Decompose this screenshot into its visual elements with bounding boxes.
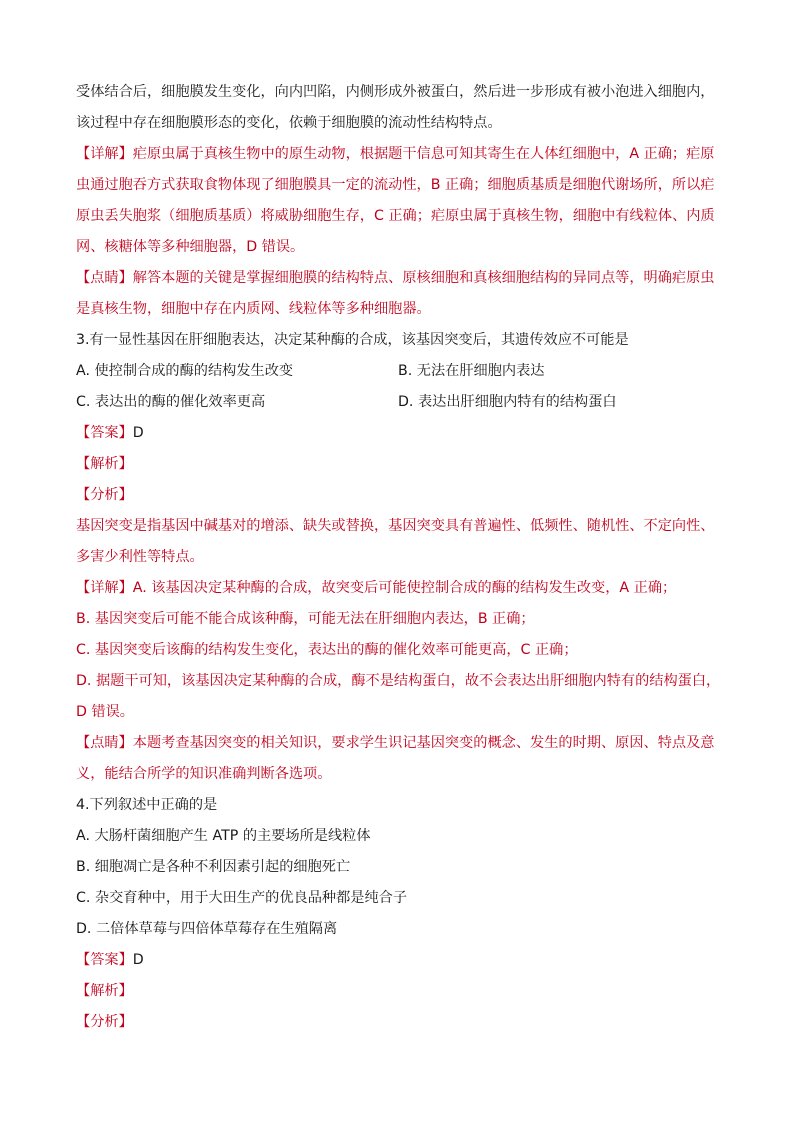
note-text: 本题考查基因突变的相关知识，要求学生识记基因突变的概念、发生的时期、原因、特点及意义，能结合所学的知识准确判断各选项。 bbox=[76, 735, 715, 782]
question-3-options-row1 bbox=[76, 356, 728, 387]
question-3-fenxi-tag: 【分析】 bbox=[76, 487, 133, 503]
detail-tag: 【详解】 bbox=[76, 146, 133, 162]
question-3-option-c: C. 表达出的酶的催化效率更高 bbox=[76, 394, 266, 410]
answer-tag: 【答案】 bbox=[76, 425, 133, 441]
question-4-option-a: A. 大肠杆菌细胞产生 ATP 的主要场所是线粒体 bbox=[76, 828, 371, 844]
question-4-stem: 4.下列叙述中正确的是 bbox=[76, 797, 218, 813]
answer-value: D bbox=[132, 425, 144, 441]
detail-a-text: A. 该基因决定某种酶的合成，故突变后可能使控制合成的酶的结构发生改变，A 正确； bbox=[132, 580, 677, 596]
note-text: 解答本题的关键是掌握细胞膜的结构特点、原核细胞和真核细胞结构的异同点等，明确疟原虫是真核生物，细胞中存在内质网、线粒体等多种细胞器。 bbox=[76, 270, 715, 317]
question-3-answer bbox=[76, 418, 728, 449]
question-3-analysis-tag: 【解析】 bbox=[76, 456, 133, 472]
paragraph-intro: 受体结合后，细胞膜发生变化，向内凹陷，内侧形成外被蛋白，然后进一步形成有被小泡进入细胞内，该过程中存在细胞膜形态的变化，依赖于细胞膜的流动性结构特点。 bbox=[76, 84, 715, 131]
question-4-option-b: B. 细胞凋亡是各种不利因素引起的细胞死亡 bbox=[76, 859, 351, 875]
question-3-detail-d: D. 据题干可知，该基因决定某种酶的合成，酶不是结构蛋白，故不会表达出肝细胞内特有的结构蛋白，D 错误。 bbox=[76, 673, 721, 720]
question-4-option-d: D. 二倍体草莓与四倍体草莓存在生殖隔离 bbox=[76, 921, 338, 937]
note-tag: 【点睛】 bbox=[76, 735, 133, 751]
question-4-analysis-tag: 【解析】 bbox=[76, 983, 133, 999]
answer-tag: 【答案】 bbox=[76, 952, 133, 968]
question-3-note bbox=[76, 728, 728, 790]
answer-value: D bbox=[132, 952, 144, 968]
question-4-answer bbox=[76, 945, 728, 976]
question-3-option-d: D. 表达出肝细胞内特有的结构蛋白 bbox=[398, 394, 617, 410]
question-3-option-b: B. 无法在肝细胞内表达 bbox=[398, 363, 545, 379]
question-4-option-c: C. 杂交育种中，用于大田生产的优良品种都是纯合子 bbox=[76, 890, 408, 906]
detail-text: 疟原虫属于真核生物中的原生动物，根据题干信息可知其寄生在人体红细胞中，A 正确；疟原虫通过胞吞方式获取食物体现了细胞膜具一定的流动性，B 正确；细胞质基质是细胞代谢场所，所以疟原虫丢失胞浆（细胞质基质）将威胁细胞生存，C 正确；疟原虫属于真核生物，细胞中有线粒体、内质网、核糖体等多种细胞器，D 错误。 bbox=[76, 146, 715, 255]
note-tag: 【点睛】 bbox=[76, 270, 133, 286]
question-3-options-row2 bbox=[76, 387, 728, 418]
question-3-fenxi-text: 基因突变是指基因中碱基对的增添、缺失或替换，基因突变具有普遍性、低频性、随机性、不定向性、多害少利性等特点。 bbox=[76, 518, 715, 565]
question-3-option-a: A. 使控制合成的酶的结构发生改变 bbox=[76, 363, 294, 379]
question-3-stem: 3.有一显性基因在肝细胞表达，决定某种酶的合成，该基因突变后，其遗传效应不可能是 bbox=[76, 332, 629, 348]
question-3-detail-b: B. 基因突变后可能不能合成该种酶，可能无法在肝细胞内表达，B 正确； bbox=[76, 611, 535, 627]
detail-tag: 【详解】 bbox=[76, 580, 133, 596]
question-4-fenxi-tag: 【分析】 bbox=[76, 1014, 133, 1030]
question-3-detail-a bbox=[76, 573, 728, 604]
document-content bbox=[76, 77, 728, 1038]
paragraph-note bbox=[76, 263, 728, 325]
paragraph-detail bbox=[76, 139, 728, 263]
question-3-detail-c: C. 基因突变后该酶的结构发生变化，表达出的酶的催化效率可能更高，C 正确； bbox=[76, 642, 578, 658]
